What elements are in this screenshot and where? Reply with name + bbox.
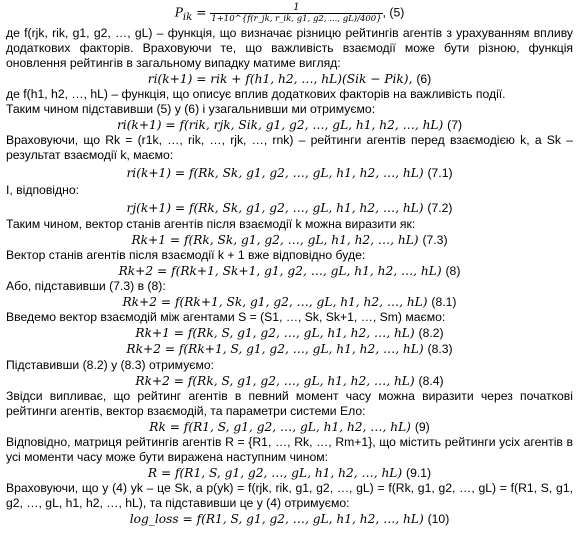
paragraph-8: Або, підставивши (7.3) в (8): (6, 279, 166, 294)
equation-8-4: Rk+2 = f(Rk, S, g1, g2, …, gL, h1, h2, …, hL) (8.4) (135, 373, 444, 388)
equation-8-3: Rk+2 = f(Rk+1, S, g1, g2, …, gL, h1, h2, …, hL) (8.3) (126, 342, 453, 357)
equation-8-2: Rk+1 = f(Rk, S, g1, g2, …, gL, h1, h2, …, hL) (8.2) (135, 326, 444, 341)
paragraph-10: Підставивши (8.2) у (8.3) отримуємо: (6, 357, 215, 372)
equation-9-1: R = f(R1, S, g1, g2, …, gL, h1, h2, …, hL) (9.1) (147, 465, 432, 480)
paragraph-13: Враховуючи, що у (4) yk – це Sk, а p(yk) = f(rjk, rik, g1, g2, …, gL) = f(Rk, g1, g2, …, gL) = f(R1, S, g1, g2, …, gL, h1, h2, …, hL), та підставивши це у (4) отримуємо: (6, 481, 573, 511)
paragraph-9: Введемо вектор взаємодій між агентами S = (S1, …, Sk, Sk+1, …, Sm) маємо: (6, 310, 446, 325)
paragraph-1: де f(rjk, rik, g1, g2, …, gL) – функція, що визначає різницю рейтингів агентів з урахуванням впливу додаткових факторів. Враховуючи те, що важливість взаємодії може бути різною, функція оновлення рейтингів в загальному випадку матиме вигляд: (6, 26, 573, 71)
paragraph-7: Вектор станів агентів після взаємодії k + 1 вже відповідно буде: (6, 247, 366, 262)
paragraph-6: Таким чином, вектор станів агентів після взаємодії k можна виразити як: (6, 216, 416, 231)
equation-7-2: rj(k+1) = f(Rk, Sk, g1, g2, …, gL, h1, h2, …, hL) (7.2) (126, 201, 453, 216)
equation-10: log_loss = f(R1, S, g1, g2, …, gL, h1, h2, …, hL) (10) (129, 512, 450, 527)
equation-7-3: Rk+1 = f(Rk, Sk, g1, g2, …, gL, h1, h2, …, hL) (7.3) (131, 232, 448, 247)
paragraph-5: І, відповідно: (6, 183, 80, 198)
paragraph-12: Відповідно, матриця рейтингів агентів R = {R1, …, Rk, …, Rm+1}, що містить рейтинги усіх агентів в усі моменти часу може бути виражена наступним чином: (6, 435, 573, 464)
equation-5: $P_{ik}$ = $\frac{1}{1+10\^{}\{f(r\_jk, r\_ik, g1, g2, ..., gL)/400\}}$ , (5) (174, 2, 405, 24)
paragraph-2: де f(h1, h2, …, hL) – функція, що описує вплив додаткових факторів на важливість події. (6, 87, 506, 102)
paragraph-3: Таким чином підставивши (5) у (6) і узагальнивши ми отримуємо: (6, 102, 376, 117)
equation-6: ri(k+1) = rik + f(h1, h2, …, hL)(Sik − Pik), (6) (147, 71, 432, 86)
equation-8: Rk+2 = f(Rk+1, Sk+1, g1, g2, …, gL, h1, h2, …, hL) (8) (118, 263, 461, 278)
equation-8-1: Rk+2 = f(Rk+1, Sk, g1, g2, …, gL, h1, h2, …, hL) (8.1) (122, 294, 457, 309)
paragraph-11: Звідси випливає, що рейтинг агентів в певний момент часу можна виразити через початкові рейтинги агентів, вектор взаємодій, та параметри системи Ело: (6, 388, 573, 418)
fraction-5: $\frac{1}{1+10\^{}\{f(r\_jk, r\_ik, g1, g2, ..., gL)/400\}}$ (211, 2, 382, 24)
paragraph-4: Враховуючи, що Rk = (r1k, …, rik, …, rjk, …, rnk) – рейтинги агентів перед взаємодією k, а Sk – результат взаємодії k, маємо: (6, 133, 573, 163)
equation-9: Rk = f(R1, S, g1, g2, …, gL, h1, h2, …, hL) (9) (149, 419, 430, 434)
equation-7-1: ri(k+1) = f(Rk, Sk, g1, g2, …, gL, h1, h2, …, hL) (7.1) (126, 166, 453, 181)
equation-7: ri(k+1) = f(rik, rjk, Sik, g1, g2, …, gL, h1, h2, …, hL) (7) (116, 118, 463, 133)
